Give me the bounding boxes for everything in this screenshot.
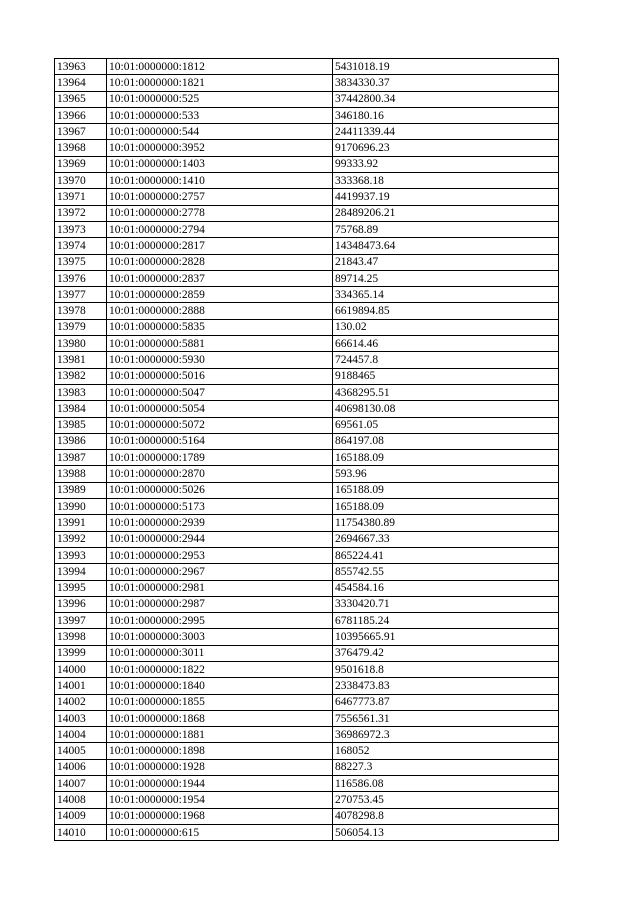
cadastral-number-cell: 10:01:0000000:1403	[107, 156, 333, 172]
value-cell: 376479.42	[333, 645, 559, 661]
table-row	[55, 808, 559, 824]
value-cell: 165188.09	[333, 499, 559, 515]
row-number-cell: 13981	[55, 352, 107, 368]
cadastral-number-cell: 10:01:0000000:615	[107, 824, 333, 840]
row-number-cell: 13964	[55, 75, 107, 91]
cadastral-number-cell: 10:01:0000000:544	[107, 124, 333, 140]
cadastral-number-cell: 10:01:0000000:2778	[107, 205, 333, 221]
cadastral-number-cell: 10:01:0000000:525	[107, 91, 333, 107]
row-number-cell: 13969	[55, 156, 107, 172]
row-number-cell: 13977	[55, 287, 107, 303]
row-number-cell: 14008	[55, 792, 107, 808]
value-cell: 864197.08	[333, 433, 559, 449]
row-number-cell: 13966	[55, 107, 107, 123]
value-cell: 270753.45	[333, 792, 559, 808]
row-number-cell: 13965	[55, 91, 107, 107]
table-row	[55, 499, 559, 515]
row-number-cell: 13982	[55, 368, 107, 384]
value-cell: 165188.09	[333, 450, 559, 466]
cadastral-number-cell: 10:01:0000000:2837	[107, 270, 333, 286]
table-row	[55, 238, 559, 254]
value-cell: 724457.8	[333, 352, 559, 368]
row-number-cell: 13971	[55, 189, 107, 205]
row-number-cell: 13974	[55, 238, 107, 254]
value-cell: 116586.08	[333, 776, 559, 792]
row-number-cell: 14003	[55, 710, 107, 726]
cadastral-number-cell: 10:01:0000000:2939	[107, 515, 333, 531]
cadastral-number-cell: 10:01:0000000:2817	[107, 238, 333, 254]
cadastral-number-cell: 10:01:0000000:533	[107, 107, 333, 123]
table-row	[55, 564, 559, 580]
row-number-cell: 13992	[55, 531, 107, 547]
table-row	[55, 450, 559, 466]
cadastral-number-cell: 10:01:0000000:1821	[107, 75, 333, 91]
value-cell: 9501618.8	[333, 661, 559, 677]
cadastral-number-cell: 10:01:0000000:1868	[107, 710, 333, 726]
cadastral-number-cell: 10:01:0000000:2859	[107, 287, 333, 303]
cadastral-number-cell: 10:01:0000000:2995	[107, 613, 333, 629]
value-cell: 334365.14	[333, 287, 559, 303]
table-row	[55, 352, 559, 368]
table-row	[55, 759, 559, 775]
cadastral-number-cell: 10:01:0000000:2981	[107, 580, 333, 596]
cadastral-number-cell: 10:01:0000000:5047	[107, 384, 333, 400]
table-row	[55, 596, 559, 612]
table-row	[55, 91, 559, 107]
table-row	[55, 303, 559, 319]
cadastral-number-cell: 10:01:0000000:1968	[107, 808, 333, 824]
cadastral-number-cell: 10:01:0000000:1789	[107, 450, 333, 466]
table-row	[55, 173, 559, 189]
row-number-cell: 13989	[55, 482, 107, 498]
table-row	[55, 694, 559, 710]
table-row	[55, 613, 559, 629]
value-cell: 6781185.24	[333, 613, 559, 629]
table-row	[55, 319, 559, 335]
row-number-cell: 13967	[55, 124, 107, 140]
row-number-cell: 13979	[55, 319, 107, 335]
table-row	[55, 140, 559, 156]
value-cell: 28489206.21	[333, 205, 559, 221]
row-number-cell: 13991	[55, 515, 107, 531]
row-number-cell: 14009	[55, 808, 107, 824]
row-number-cell: 13990	[55, 499, 107, 515]
value-cell: 454584.16	[333, 580, 559, 596]
table-row	[55, 368, 559, 384]
row-number-cell: 14007	[55, 776, 107, 792]
row-number-cell: 13980	[55, 336, 107, 352]
row-number-cell: 13995	[55, 580, 107, 596]
value-cell: 2338473.83	[333, 678, 559, 694]
value-cell: 10395665.91	[333, 629, 559, 645]
value-cell: 168052	[333, 743, 559, 759]
cadastral-number-cell: 10:01:0000000:5072	[107, 417, 333, 433]
table-row	[55, 466, 559, 482]
value-cell: 2694667.33	[333, 531, 559, 547]
table-row	[55, 336, 559, 352]
row-number-cell: 13998	[55, 629, 107, 645]
value-cell: 89714.25	[333, 270, 559, 286]
table-row	[55, 629, 559, 645]
value-cell: 3330420.71	[333, 596, 559, 612]
row-number-cell: 13983	[55, 384, 107, 400]
cadastral-number-cell: 10:01:0000000:2987	[107, 596, 333, 612]
cadastral-number-cell: 10:01:0000000:3003	[107, 629, 333, 645]
value-cell: 66614.46	[333, 336, 559, 352]
cadastral-number-cell: 10:01:0000000:5026	[107, 482, 333, 498]
value-cell: 37442800.34	[333, 91, 559, 107]
table-row	[55, 547, 559, 563]
table-row	[55, 189, 559, 205]
row-number-cell: 14010	[55, 824, 107, 840]
row-number-cell: 13978	[55, 303, 107, 319]
table-row	[55, 254, 559, 270]
cadastral-number-cell: 10:01:0000000:2944	[107, 531, 333, 547]
cadastral-number-cell: 10:01:0000000:3011	[107, 645, 333, 661]
row-number-cell: 13997	[55, 613, 107, 629]
cadastral-number-cell: 10:01:0000000:5016	[107, 368, 333, 384]
cadastral-number-cell: 10:01:0000000:1898	[107, 743, 333, 759]
value-cell: 75768.89	[333, 221, 559, 237]
row-number-cell: 13993	[55, 547, 107, 563]
value-cell: 346180.16	[333, 107, 559, 123]
table-row	[55, 75, 559, 91]
row-number-cell: 13999	[55, 645, 107, 661]
cadastral-number-cell: 10:01:0000000:2870	[107, 466, 333, 482]
row-number-cell: 14002	[55, 694, 107, 710]
value-cell: 165188.09	[333, 482, 559, 498]
cadastral-number-cell: 10:01:0000000:1840	[107, 678, 333, 694]
value-cell: 24411339.44	[333, 124, 559, 140]
value-cell: 9170696.23	[333, 140, 559, 156]
row-number-cell: 13986	[55, 433, 107, 449]
cadastral-number-cell: 10:01:0000000:1822	[107, 661, 333, 677]
table-row	[55, 710, 559, 726]
value-cell: 14348473.64	[333, 238, 559, 254]
value-cell: 6619894.85	[333, 303, 559, 319]
cadastral-number-cell: 10:01:0000000:1410	[107, 173, 333, 189]
value-cell: 4368295.51	[333, 384, 559, 400]
table-row	[55, 515, 559, 531]
row-number-cell: 13970	[55, 173, 107, 189]
table-row	[55, 645, 559, 661]
row-number-cell: 14006	[55, 759, 107, 775]
cadastral-number-cell: 10:01:0000000:1944	[107, 776, 333, 792]
value-cell: 99333.92	[333, 156, 559, 172]
value-cell: 4078298.8	[333, 808, 559, 824]
row-number-cell: 13972	[55, 205, 107, 221]
row-number-cell: 13994	[55, 564, 107, 580]
table-row	[55, 156, 559, 172]
row-number-cell: 13968	[55, 140, 107, 156]
cadastral-number-cell: 10:01:0000000:5930	[107, 352, 333, 368]
table-row	[55, 580, 559, 596]
value-cell: 7556561.31	[333, 710, 559, 726]
table-row	[55, 482, 559, 498]
table-row	[55, 743, 559, 759]
row-number-cell: 13963	[55, 59, 107, 75]
table-row	[55, 776, 559, 792]
table-row	[55, 678, 559, 694]
table-row	[55, 221, 559, 237]
table-row	[55, 401, 559, 417]
cadastral-number-cell: 10:01:0000000:1881	[107, 727, 333, 743]
cadastral-number-cell: 10:01:0000000:1812	[107, 59, 333, 75]
table-row	[55, 661, 559, 677]
table-row	[55, 433, 559, 449]
value-cell: 40698130.08	[333, 401, 559, 417]
table-row	[55, 531, 559, 547]
table-row	[55, 417, 559, 433]
row-number-cell: 13976	[55, 270, 107, 286]
table-row	[55, 792, 559, 808]
value-cell: 69561.05	[333, 417, 559, 433]
value-cell: 865224.41	[333, 547, 559, 563]
value-cell: 11754380.89	[333, 515, 559, 531]
value-cell: 88227.3	[333, 759, 559, 775]
table-row	[55, 287, 559, 303]
row-number-cell: 14004	[55, 727, 107, 743]
value-cell: 333368.18	[333, 173, 559, 189]
value-cell: 4419937.19	[333, 189, 559, 205]
row-number-cell: 13996	[55, 596, 107, 612]
table-row	[55, 384, 559, 400]
cadastral-number-cell: 10:01:0000000:2888	[107, 303, 333, 319]
cadastral-number-cell: 10:01:0000000:2828	[107, 254, 333, 270]
cadastral-number-cell: 10:01:0000000:2967	[107, 564, 333, 580]
value-cell: 855742.55	[333, 564, 559, 580]
cadastral-number-cell: 10:01:0000000:5881	[107, 336, 333, 352]
table-row	[55, 124, 559, 140]
table-body	[55, 59, 559, 841]
value-cell: 506054.13	[333, 824, 559, 840]
data-table	[54, 58, 559, 841]
row-number-cell: 13975	[55, 254, 107, 270]
row-number-cell: 13985	[55, 417, 107, 433]
cadastral-number-cell: 10:01:0000000:2953	[107, 547, 333, 563]
value-cell: 130.02	[333, 319, 559, 335]
cadastral-number-cell: 10:01:0000000:5173	[107, 499, 333, 515]
value-cell: 21843.47	[333, 254, 559, 270]
cadastral-number-cell: 10:01:0000000:1928	[107, 759, 333, 775]
table-row	[55, 270, 559, 286]
table-row	[55, 107, 559, 123]
value-cell: 5431018.19	[333, 59, 559, 75]
row-number-cell: 14001	[55, 678, 107, 694]
table-row	[55, 59, 559, 75]
cadastral-number-cell: 10:01:0000000:5164	[107, 433, 333, 449]
cadastral-number-cell: 10:01:0000000:3952	[107, 140, 333, 156]
value-cell: 3834330.37	[333, 75, 559, 91]
table-row	[55, 824, 559, 840]
cadastral-number-cell: 10:01:0000000:5835	[107, 319, 333, 335]
table-row	[55, 727, 559, 743]
cadastral-number-cell: 10:01:0000000:1954	[107, 792, 333, 808]
cadastral-number-cell: 10:01:0000000:1855	[107, 694, 333, 710]
row-number-cell: 13973	[55, 221, 107, 237]
table-row	[55, 205, 559, 221]
cadastral-number-cell: 10:01:0000000:2757	[107, 189, 333, 205]
value-cell: 36986972.3	[333, 727, 559, 743]
row-number-cell: 13984	[55, 401, 107, 417]
value-cell: 593.96	[333, 466, 559, 482]
value-cell: 9188465	[333, 368, 559, 384]
row-number-cell: 14005	[55, 743, 107, 759]
cadastral-number-cell: 10:01:0000000:2794	[107, 221, 333, 237]
row-number-cell: 13987	[55, 450, 107, 466]
row-number-cell: 14000	[55, 661, 107, 677]
value-cell: 6467773.87	[333, 694, 559, 710]
row-number-cell: 13988	[55, 466, 107, 482]
cadastral-number-cell: 10:01:0000000:5054	[107, 401, 333, 417]
